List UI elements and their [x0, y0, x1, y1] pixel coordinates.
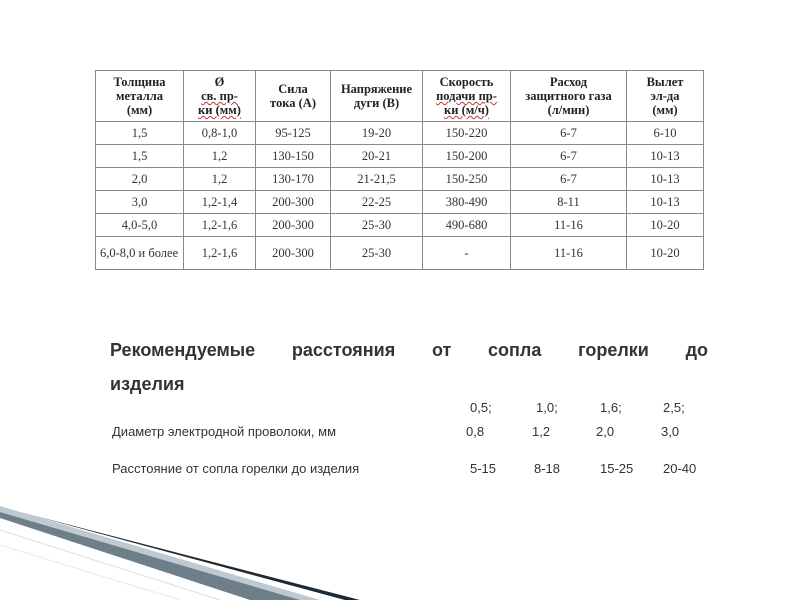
- nozzle-distance-label: Расстояние от сопла горелки до изделия: [112, 461, 360, 476]
- recommendation-heading: [110, 333, 708, 401]
- table-cell: 1,2-1,6: [184, 214, 256, 237]
- heading-word: до: [685, 340, 708, 360]
- table-cell: 0,8-1,0: [184, 122, 256, 145]
- table-cell: 11-16: [511, 214, 627, 237]
- table-cell: 6,0-8,0 и более: [96, 237, 184, 270]
- header-feed-speed: Скорость подачи пр- ки (м/ч): [423, 71, 511, 122]
- header-voltage: Напряжение дуги (В): [331, 71, 423, 122]
- table-cell: 6-7: [511, 168, 627, 191]
- distance-value: 8-18: [534, 461, 561, 476]
- wire-diameter-label: Диаметр электродной проволоки, мм: [112, 424, 337, 439]
- table-cell: 130-150: [256, 145, 331, 168]
- heading-line-2: изделия: [110, 374, 185, 394]
- table-header-row: [96, 71, 704, 122]
- distance-value: 15-25: [600, 461, 634, 476]
- header-wire-diameter: Ø св. пр- ки (мм): [184, 71, 256, 122]
- diameter-value: 2,0: [596, 424, 615, 439]
- table-cell: 1,5: [96, 145, 184, 168]
- table-cell: 1,2-1,6: [184, 237, 256, 270]
- heading-word: сопла: [488, 340, 542, 360]
- size-value: 2,5;: [663, 400, 685, 415]
- table-cell: 150-250: [423, 168, 511, 191]
- nozzle-distance-row: [112, 461, 712, 481]
- table-cell: 19-20: [331, 122, 423, 145]
- table-cell: 2,0: [96, 168, 184, 191]
- size-value: 1,0;: [536, 400, 558, 415]
- table-cell: 1,2: [184, 145, 256, 168]
- header-thickness: Толщина металла (мм): [96, 71, 184, 122]
- welding-parameters-table: [95, 70, 704, 270]
- table-cell: 6-10: [627, 122, 704, 145]
- header-gas-flow: Расход защитного газа (л/мин): [511, 71, 627, 122]
- heading-word: от: [431, 340, 452, 360]
- wire-diameter-row: [112, 424, 712, 444]
- table-cell: 25-30: [331, 214, 423, 237]
- table-cell: 11-16: [511, 237, 627, 270]
- size-value: 0,5;: [470, 400, 492, 415]
- table-cell: 490-680: [423, 214, 511, 237]
- diameter-value: 1,2: [532, 424, 551, 439]
- distance-value: 5-15: [470, 461, 497, 476]
- table-cell: 200-300: [256, 214, 331, 237]
- table-cell: 6-7: [511, 145, 627, 168]
- table-cell: 1,2-1,4: [184, 191, 256, 214]
- table-row: [96, 122, 704, 145]
- header-electrode-stickout: Вылет эл-да (мм): [627, 71, 704, 122]
- table-cell: 6-7: [511, 122, 627, 145]
- heading-word: расстояния: [291, 340, 396, 360]
- table-row: [96, 191, 704, 214]
- table-cell: 380-490: [423, 191, 511, 214]
- diameter-value: 3,0: [661, 424, 680, 439]
- table-cell: 22-25: [331, 191, 423, 214]
- table-cell: -: [423, 237, 511, 270]
- table-row: [96, 145, 704, 168]
- diameter-value: 0,8: [466, 424, 485, 439]
- size-values-row: [112, 400, 712, 420]
- table-cell: 10-20: [627, 237, 704, 270]
- table-cell: 8-11: [511, 191, 627, 214]
- table-cell: 1,5: [96, 122, 184, 145]
- table-cell: 200-300: [256, 191, 331, 214]
- table-row: [96, 237, 704, 270]
- table-cell: 200-300: [256, 237, 331, 270]
- table-cell: 10-13: [627, 191, 704, 214]
- table-cell: 10-13: [627, 168, 704, 191]
- header-current: Сила тока (А): [256, 71, 331, 122]
- table-cell: 20-21: [331, 145, 423, 168]
- table-row: [96, 168, 704, 191]
- table-cell: 130-170: [256, 168, 331, 191]
- table-row: [96, 214, 704, 237]
- table-cell: 3,0: [96, 191, 184, 214]
- size-value: 1,6;: [600, 400, 622, 415]
- table-cell: 4,0-5,0: [96, 214, 184, 237]
- table-cell: 21-21,5: [331, 168, 423, 191]
- heading-word: горелки: [578, 340, 649, 360]
- table-cell: 10-13: [627, 145, 704, 168]
- table-cell: 25-30: [331, 237, 423, 270]
- table-cell: 10-20: [627, 214, 704, 237]
- table-cell: 1,2: [184, 168, 256, 191]
- distance-value: 20-40: [663, 461, 697, 476]
- heading-word: Рекомендуемые: [110, 340, 256, 360]
- table-cell: 95-125: [256, 122, 331, 145]
- table-cell: 150-200: [423, 145, 511, 168]
- table-cell: 150-220: [423, 122, 511, 145]
